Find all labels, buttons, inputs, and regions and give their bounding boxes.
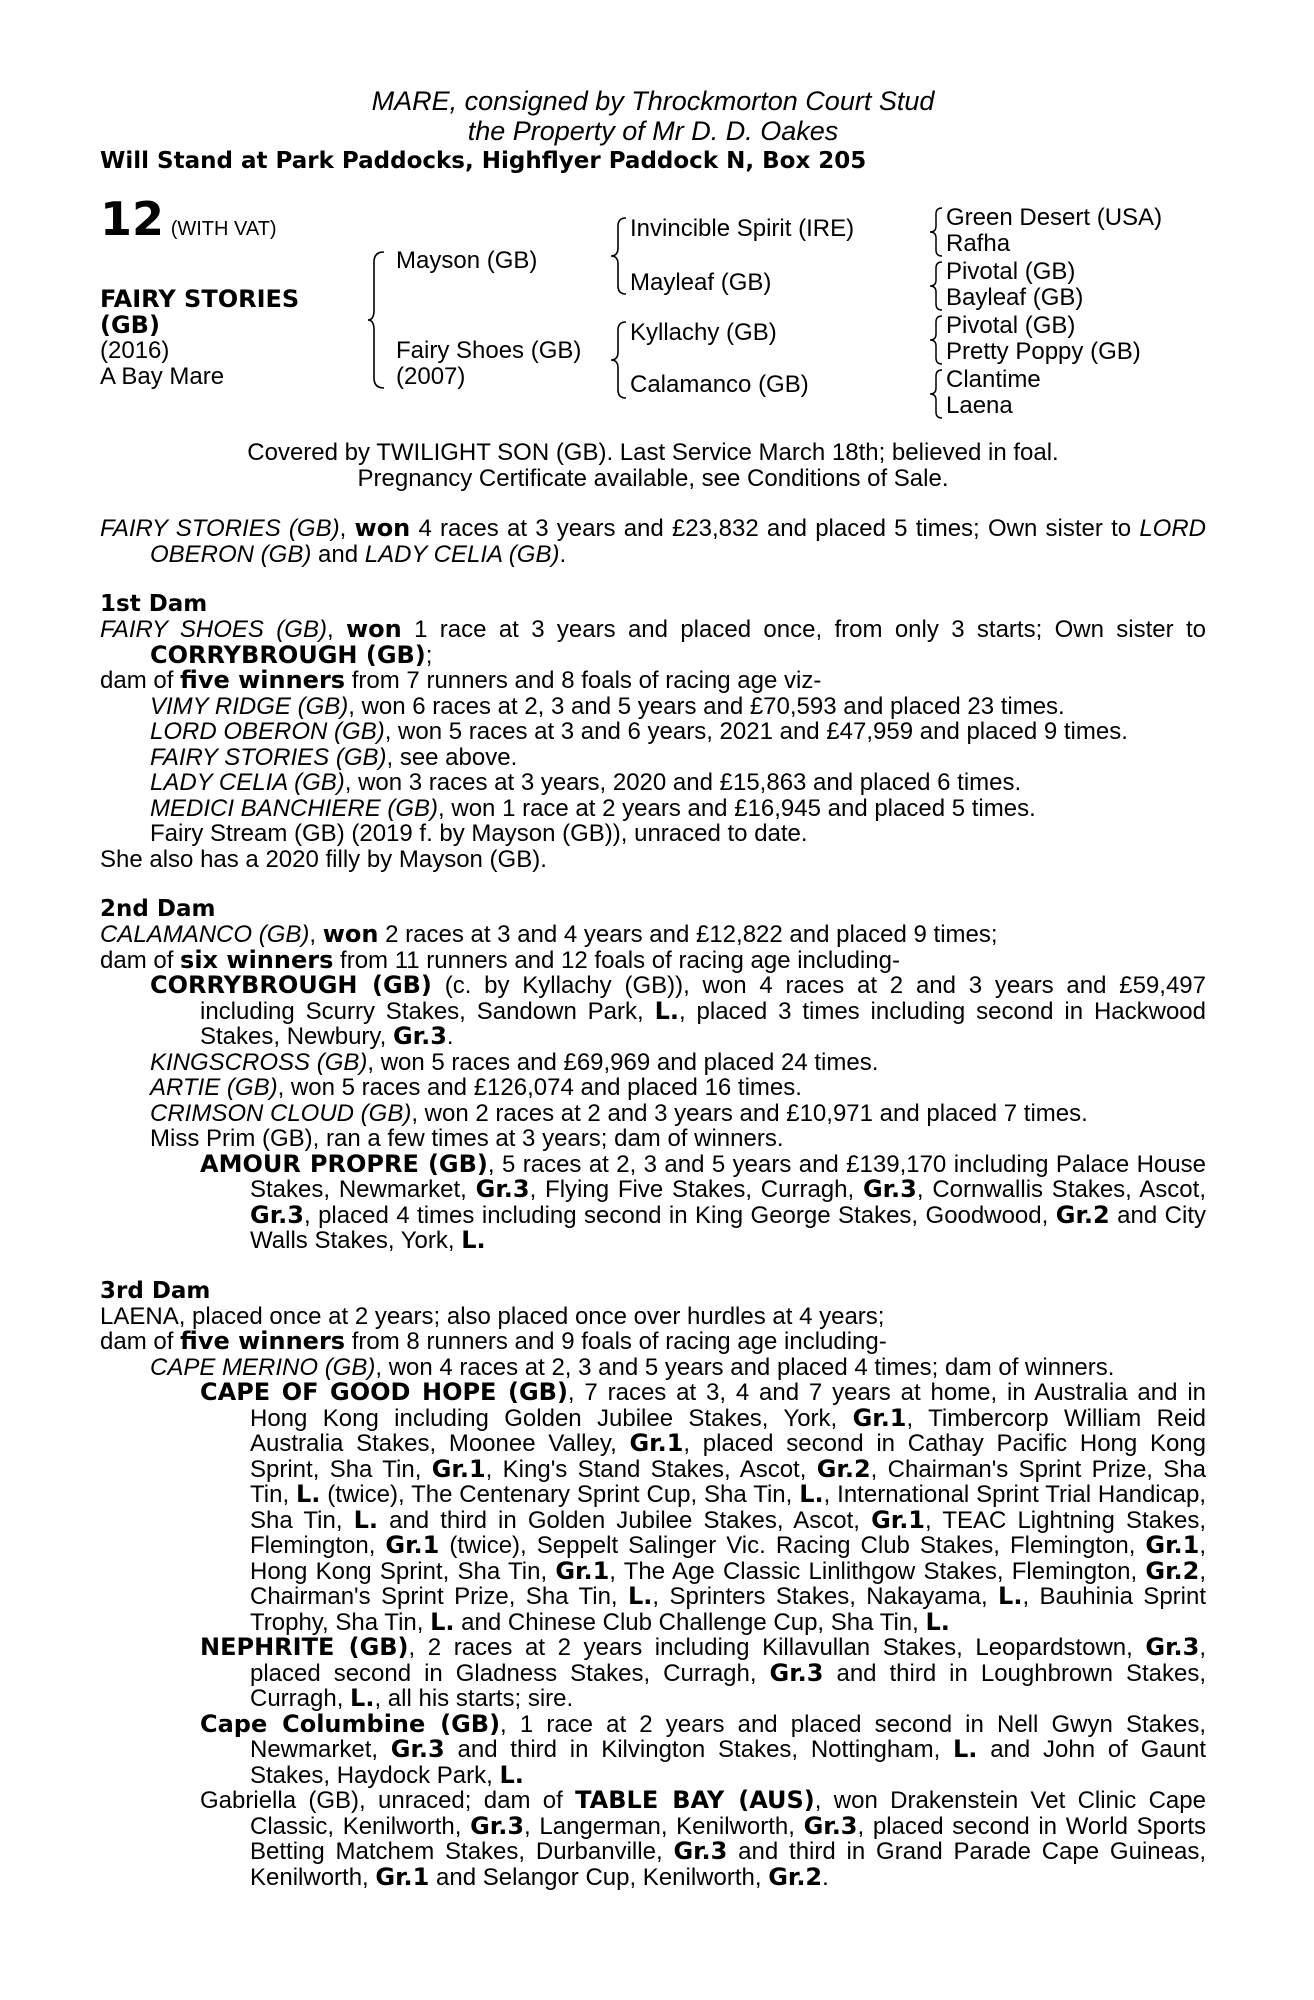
- progeny-item: [150, 796, 1206, 822]
- progeny-item: [150, 1075, 1206, 1101]
- listed-label: L.: [799, 1480, 824, 1508]
- progeny-record: (twice), Seppelt Salinger Vic. Racing Club Stakes, Flemington,: [439, 1532, 1146, 1559]
- first-dam-produce-summary: [100, 668, 1206, 694]
- progeny-name: AMOUR PROPRE (GB): [200, 1149, 488, 1178]
- group-label: Gr.3: [392, 1022, 447, 1050]
- progeny-record: and City Walls Stakes, York,: [250, 1201, 1206, 1254]
- intro-end: .: [559, 540, 567, 568]
- second-dam-heading: 2nd Dam: [100, 896, 216, 922]
- listed-label: L.: [350, 1684, 375, 1712]
- listed-label: L.: [499, 1760, 524, 1789]
- property-line: the Property of Mr D. D. Oakes: [467, 116, 839, 146]
- dam-record-text: 1 race at 3 years and placed once, from only 3 starts; Own sister to: [401, 616, 1207, 643]
- progeny-record: , placed 3 times including second in Hackwood Stakes, Newbury,: [200, 997, 1207, 1050]
- progeny-item: Miss Prim (GB), ran a few times at 3 years; dam of winners.: [150, 1125, 784, 1152]
- dam-sire-dam: Pretty Poppy (GB): [946, 338, 1141, 365]
- progeny-record: (twice), The Centenary Sprint Cup, Sha Tin,: [320, 1481, 800, 1508]
- progeny-record: , Sprinters Stakes, Nakayama,: [652, 1583, 999, 1610]
- dam-sire: Kyllachy (GB): [630, 319, 777, 346]
- sibling-name: LADY CELIA (GB): [364, 540, 560, 568]
- group-label: Gr.1: [852, 1403, 907, 1432]
- progeny-name: NEPHRITE (GB): [200, 1633, 409, 1661]
- progeny-record: , Hong Kong Sprint, Sha Tin,: [250, 1532, 1206, 1585]
- group-label: Gr.1: [375, 1862, 430, 1891]
- progeny-name: CAPE OF GOOD HOPE (GB): [200, 1378, 568, 1406]
- grandprogeny-item: [100, 1635, 1206, 1712]
- progeny-record: , placed second in Gladness Stakes, Curragh,: [250, 1634, 1206, 1687]
- group-label: Gr.2: [1055, 1200, 1110, 1229]
- progeny-record: , 1 race at 2 years and placed second in Nell Gwyn Stakes, Newmarket,: [250, 1710, 1206, 1763]
- third-dam-produce-summary: [100, 1329, 1206, 1355]
- progeny-record: , 2 races at 2 years including Killavullan Stakes, Leopardstown,: [408, 1634, 1146, 1661]
- progeny-record: , 7 races at 3, 4 and 7 years at home, in Australia and in Hong Kong including Golden Jubilee Stakes, York,: [250, 1379, 1206, 1432]
- listed-label: L.: [353, 1505, 379, 1534]
- group-label: Gr.3: [862, 1175, 917, 1203]
- won-label: won: [346, 615, 402, 643]
- progeny-record: and Selangor Cup, Kenilworth,: [429, 1863, 769, 1891]
- second-dam-record: CALAMANCO (GB), won 2 races at 3 and 4 years and £12,822 and placed 9 times;: [100, 920, 998, 948]
- progeny-record: , placed second in World Sports Betting Matchem Stakes, Durbanville,: [250, 1812, 1206, 1865]
- gen3-brace-1: [928, 206, 944, 258]
- progeny-name: LORD OBERON (GB): [150, 718, 385, 745]
- first-dam-progeny-list: [100, 694, 1206, 847]
- intro-text: 4 races at 3 years and £23,832 and placed 5 times; Own sister to: [410, 515, 1140, 542]
- progeny-item: [150, 694, 1206, 720]
- sire-sire-sire: Green Desert (USA): [946, 204, 1163, 231]
- progeny-item: Fairy Stream (GB) (2019 f. by Mayson (GB)), unraced to date.: [150, 820, 808, 847]
- listed-label: L.: [998, 1582, 1023, 1610]
- progeny-item: [100, 973, 1206, 1050]
- dam-sire-sire: Pivotal (GB): [946, 312, 1076, 339]
- first-dam-record: FAIRY SHOES (GB), won 1 race at 3 years and placed once, from only 3 starts; Own sister to CORRYBROUGH (GB);: [100, 615, 1207, 669]
- progeny-record: and third in Golden Jubilee Stakes, Ascot,: [378, 1506, 872, 1534]
- progeny-record: and third in Loughbrown Stakes, Curragh,: [250, 1659, 1206, 1712]
- intro-and: and: [311, 540, 365, 568]
- dam-of-text: from 7 runners and 8 foals of racing age viz-: [345, 667, 822, 694]
- progeny-record: , King's Stand Stakes, Ascot,: [485, 1455, 817, 1483]
- sire-name: Mayson (GB): [396, 247, 538, 274]
- winners-count: five winners: [180, 666, 346, 694]
- group-label: Gr.2: [768, 1862, 823, 1891]
- progeny-name: CAPE MERINO (GB): [150, 1353, 376, 1381]
- progeny-record: .: [446, 1023, 454, 1050]
- lot-number-line: [100, 192, 277, 246]
- progeny-record: , Chairman's Sprint Prize, Sha Tin,: [250, 1557, 1206, 1610]
- vat-label: (WITH VAT): [170, 218, 277, 240]
- progeny-item: [150, 1050, 1206, 1076]
- grandprogeny-item: [100, 1709, 1206, 1789]
- group-label: Gr.1: [385, 1531, 440, 1559]
- group-label: Gr.1: [871, 1505, 926, 1534]
- sire-line-brace: [608, 216, 628, 296]
- horse-year: (2016): [100, 337, 170, 364]
- dam-of-text: from 8 runners and 9 foals of racing age including-: [345, 1328, 887, 1355]
- progeny-item: [150, 719, 1206, 745]
- progeny-name: MEDICI BANCHIERE (GB): [150, 794, 439, 822]
- covering-info: [100, 440, 1206, 492]
- progeny-record: , Timbercorp William Reid Australia Stakes, Moonee Valley,: [250, 1404, 1206, 1457]
- group-label: Gr.3: [769, 1658, 824, 1687]
- progeny-record: and third in Grand Parade Cape Guineas, Kenilworth,: [250, 1838, 1206, 1891]
- third-dam-heading: 3rd Dam: [100, 1277, 211, 1304]
- grandprogeny-item: [100, 1380, 1206, 1635]
- second-dam-progeny-list: [100, 1050, 1206, 1152]
- pedigree-block: [100, 192, 1206, 434]
- group-label: Gr.1: [431, 1454, 486, 1483]
- sire-dam-dam: Bayleaf (GB): [946, 284, 1084, 311]
- intro-paragraph: FAIRY STORIES (GB), won 4 races at 3 years and £23,832 and placed 5 times; Own sister to LORD OBERON (GB) and LADY CELIA (GB).: [100, 514, 1207, 568]
- dam-dam-dam: Laena: [946, 392, 1013, 419]
- horse-name: FAIRY STORIES: [100, 285, 300, 313]
- progeny-record: Gabriella (GB), unraced; dam of: [200, 1787, 576, 1814]
- progeny-record: , TEAC Lightning Stakes, Flemington,: [250, 1506, 1207, 1559]
- progeny-name: LADY CELIA (GB): [150, 769, 345, 796]
- dam-year: (2007): [396, 363, 466, 390]
- listed-label: L.: [654, 996, 679, 1025]
- horse-description: A Bay Mare: [100, 363, 225, 390]
- group-label: Gr.3: [470, 1811, 525, 1840]
- progeny-record: , all his starts; sire.: [374, 1685, 574, 1712]
- first-dam-heading: 1st Dam: [100, 591, 208, 617]
- progeny-record: , won 2 races at 2 and 3 years and £10,971 and placed 7 times.: [411, 1099, 1088, 1127]
- listed-label: L.: [953, 1735, 978, 1763]
- grandprogeny-item: [100, 1149, 1206, 1254]
- progeny-item: [150, 770, 1206, 796]
- sibling-name: CORRYBROUGH (GB): [150, 640, 426, 669]
- stand-location: Will Stand at Park Paddocks, Highflyer Paddock N, Box 205: [100, 148, 867, 174]
- progeny-record: , placed 4 times including second in King George Stakes, Goodwood,: [303, 1201, 1056, 1229]
- progeny-name: ARTIE (GB): [150, 1074, 278, 1101]
- gen3-brace-4: [928, 368, 944, 420]
- progeny-name: FAIRY STORIES (GB): [150, 743, 387, 771]
- progeny-item: [150, 745, 1206, 771]
- dam-record-text: 2 races at 3 and 4 years and £12,822 and placed 9 times;: [378, 921, 998, 948]
- progeny-record: , see above.: [386, 743, 518, 771]
- listed-label: L.: [627, 1582, 653, 1610]
- sire-sire-dam: Rafha: [946, 230, 1011, 257]
- also-has-note: She also has a 2020 filly by Mayson (GB).: [100, 845, 547, 873]
- header: [100, 86, 1206, 176]
- progeny-name: VIMY RIDGE (GB): [150, 692, 349, 720]
- progeny-name: CORRYBROUGH (GB): [150, 971, 432, 999]
- group-label: Gr.1: [629, 1429, 684, 1457]
- won-label: won: [322, 920, 379, 948]
- third-dam-record: LAENA, placed once at 2 years; also placed once over hurdles at 4 years;: [100, 1302, 885, 1330]
- group-label: Gr.1: [555, 1556, 610, 1585]
- sire-dam: Mayleaf (GB): [630, 269, 772, 296]
- progeny-record: , won 3 races at 3 years, 2020 and £15,863 and placed 6 times.: [344, 769, 1022, 796]
- group-label: Gr.3: [673, 1837, 728, 1865]
- progeny-record: , International Sprint Trial Handicap, Sha Tin,: [250, 1481, 1206, 1534]
- progeny-record: (c. by Kyllachy (GB)), won 4 races at 2 and 3 years and £59,497 including Scurry Stakes, Sandown Park,: [200, 972, 1206, 1025]
- progeny-name: CRIMSON CLOUD (GB): [150, 1099, 412, 1127]
- progeny-item: [100, 1355, 1206, 1381]
- progeny-record: , won 1 race at 2 years and £16,945 and placed 5 times.: [438, 794, 1036, 822]
- gen3-brace-2: [928, 260, 944, 312]
- dam-of-label: dam of: [100, 667, 181, 694]
- group-label: Gr.3: [803, 1811, 858, 1840]
- sire-dam-sire: Pivotal (GB): [946, 258, 1076, 285]
- group-label: Gr.2: [816, 1454, 871, 1483]
- progeny-record: , Cornwallis Stakes, Ascot,: [916, 1176, 1206, 1203]
- winners-count: six winners: [180, 945, 334, 974]
- grandprogeny-item: [100, 1788, 1206, 1890]
- sire-dam-brace: [366, 250, 386, 390]
- progeny-record: .: [822, 1863, 829, 1891]
- horse-name-ref: FAIRY STORIES (GB): [100, 515, 340, 542]
- progeny-record: and John of Gaunt Stakes, Haydock Park,: [250, 1736, 1206, 1789]
- progeny-record: , won 4 races at 2, 3 and 5 years and placed 4 times; dam of winners.: [375, 1353, 1115, 1381]
- progeny-record: , won 6 races at 2, 3 and 5 years and £70,593 and placed 23 times.: [348, 692, 1065, 720]
- catalogue-page: [100, 86, 1206, 1890]
- listed-label: L.: [925, 1607, 950, 1636]
- winners-count: five winners: [180, 1327, 346, 1355]
- progeny-record: , won 5 races and £126,074 and placed 16 times.: [277, 1074, 802, 1101]
- group-label: Gr.3: [250, 1200, 304, 1229]
- progeny-item: [150, 1101, 1206, 1127]
- certificate-line: Pregnancy Certificate available, see Conditions of Sale.: [357, 465, 949, 492]
- group-label: Gr.2: [1145, 1556, 1200, 1585]
- dam-of-label: dam of: [100, 946, 181, 974]
- second-dam-produce-summary: [100, 945, 1206, 974]
- progeny-record: , won 5 races and £69,969 and placed 24 times.: [367, 1048, 879, 1076]
- lot-number: 12: [100, 192, 165, 246]
- progeny-record: , 5 races at 2, 3 and 5 years and £139,170 including Palace House Stakes, Newmarket,: [250, 1150, 1206, 1203]
- progeny-name: Cape Columbine (GB): [200, 1709, 501, 1738]
- group-label: Gr.3: [475, 1175, 530, 1203]
- progeny-record: , won Drakenstein Vet Clinic Cape Classic, Kenilworth,: [250, 1787, 1206, 1840]
- group-label: Gr.1: [1145, 1531, 1200, 1559]
- horse-country: (GB): [100, 311, 160, 339]
- progeny-record: , Bauhinia Sprint Trophy, Sha Tin,: [250, 1583, 1207, 1636]
- dam-line-brace: [608, 320, 628, 400]
- covered-line: Covered by TWILIGHT SON (GB). Last Service March 18th; believed in foal.: [247, 439, 1059, 466]
- dam-dam-sire: Clantime: [946, 366, 1041, 393]
- gen3-brace-3: [928, 314, 944, 366]
- progeny-record: , Flying Five Stakes, Curragh,: [529, 1176, 863, 1203]
- progeny-name: KINGSCROSS (GB): [150, 1048, 368, 1076]
- sibling-name: LORD OBERON (GB): [150, 515, 1207, 568]
- won-label: won: [354, 514, 411, 542]
- group-label: Gr.3: [390, 1735, 445, 1763]
- listed-label: L.: [296, 1480, 321, 1508]
- progeny-record: and Chinese Club Challenge Cup, Sha Tin,: [454, 1608, 926, 1636]
- listed-label: L.: [461, 1226, 486, 1254]
- progeny-record: , Langerman, Kenilworth,: [524, 1812, 804, 1840]
- group-label: Gr.3: [1145, 1633, 1200, 1661]
- sire-sire: Invincible Spirit (IRE): [630, 215, 855, 242]
- progeny-record: , Chairman's Sprint Prize, Sha Tin,: [250, 1455, 1206, 1508]
- progeny-record: and third in Kilvington Stakes, Nottingham,: [444, 1736, 954, 1763]
- dam-of-text: from 11 runners and 12 foals of racing age including-: [333, 946, 900, 974]
- dam-name: Fairy Shoes (GB): [396, 337, 582, 364]
- consignor-line: MARE, consigned by Throckmorton Court Stud: [371, 86, 935, 116]
- dam-name-ref: FAIRY SHOES (GB): [100, 616, 327, 643]
- listed-label: L.: [430, 1607, 455, 1636]
- dam-dam: Calamanco (GB): [630, 371, 809, 398]
- dam-record-end: ;: [425, 641, 433, 669]
- progeny-record: , placed second in Cathay Pacific Hong Kong Sprint, Sha Tin,: [250, 1430, 1206, 1483]
- dam-name-ref: CALAMANCO (GB): [100, 921, 310, 948]
- progeny-record: , won 5 races at 3 and 6 years, 2021 and £47,959 and placed 9 times.: [384, 718, 1128, 745]
- progeny-name: TABLE BAY (AUS): [575, 1786, 815, 1814]
- progeny-record: , The Age Classic Linlithgow Stakes, Flemington,: [609, 1557, 1146, 1585]
- dam-of-label: dam of: [100, 1328, 181, 1355]
